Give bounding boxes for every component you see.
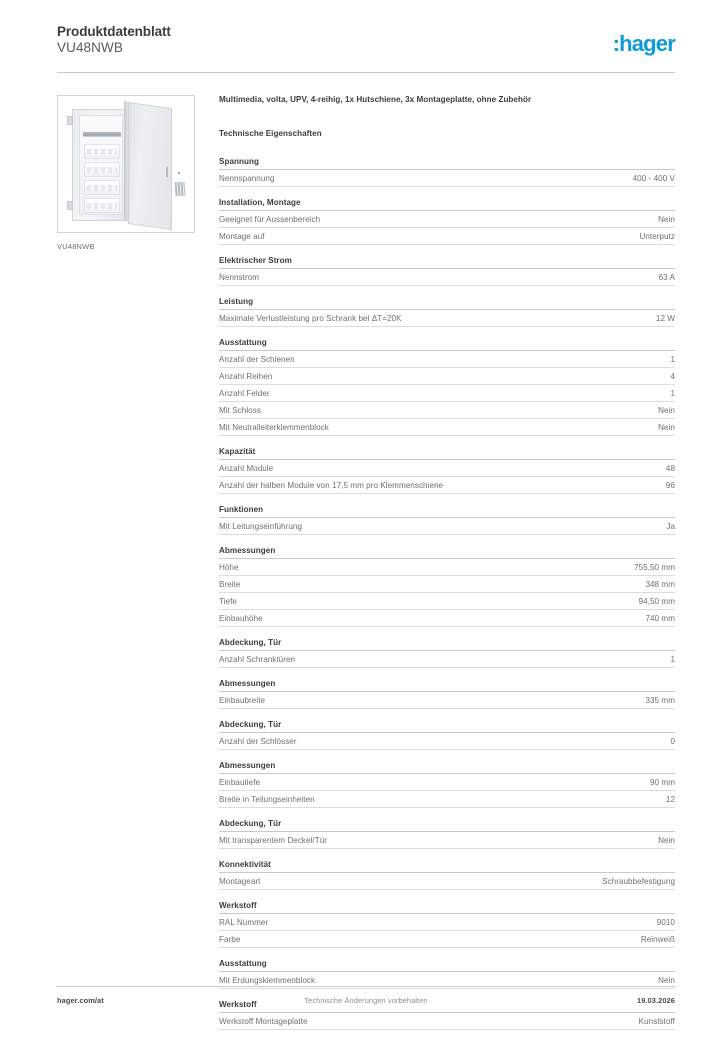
spec-row bbox=[219, 832, 675, 849]
spec-row-label: Anzahl Reihen bbox=[219, 371, 273, 381]
spec-row bbox=[219, 610, 675, 627]
spec-section bbox=[219, 198, 675, 245]
footer-divider bbox=[57, 986, 675, 987]
spec-row-value: Nein bbox=[658, 975, 675, 985]
spec-row-label: Anzahl der Schlösser bbox=[219, 736, 297, 746]
spec-row bbox=[219, 419, 675, 436]
product-image bbox=[57, 95, 195, 233]
spec-row bbox=[219, 385, 675, 402]
spec-row-label: Montageart bbox=[219, 876, 261, 886]
spec-section bbox=[219, 157, 675, 187]
spec-row-value: Kunststoff bbox=[638, 1016, 675, 1026]
spec-row-value: 12 bbox=[665, 794, 675, 804]
spec-row bbox=[219, 559, 675, 576]
spec-row-value: Nein bbox=[658, 835, 675, 845]
spec-section bbox=[219, 959, 675, 989]
spec-row-label: Geeignet für Aussenbereich bbox=[219, 214, 321, 224]
spec-row-label: Breite bbox=[219, 579, 241, 589]
spec-section bbox=[219, 638, 675, 668]
page-title: Produktdatenblatt bbox=[57, 24, 171, 39]
spec-row-value: Nein bbox=[658, 214, 675, 224]
spec-section bbox=[219, 679, 675, 709]
spec-row-value: Nein bbox=[658, 422, 675, 432]
spec-row-value: 90 mm bbox=[650, 777, 675, 787]
spec-row-value: 9010 bbox=[656, 917, 675, 927]
spec-row bbox=[219, 368, 675, 385]
accessory-comb-shape bbox=[175, 182, 186, 197]
spec-section-title: Abdeckung, Tür bbox=[219, 720, 675, 733]
spec-row-value: 335 mm bbox=[645, 695, 675, 705]
spec-row-label: Tiefe bbox=[219, 596, 237, 606]
spec-section-title: Abmessungen bbox=[219, 761, 675, 774]
product-image-panel bbox=[57, 95, 197, 251]
cabinet-door-shape bbox=[128, 102, 172, 230]
spec-row bbox=[219, 351, 675, 368]
spec-section bbox=[219, 338, 675, 436]
spec-section-title: Leistung bbox=[219, 297, 675, 310]
spec-row-value: 348 mm bbox=[645, 579, 675, 589]
product-description: Multimedia, volta, UPV, 4-reihig, 1x Hutschiene, 3x Montageplatte, ohne Zubehör bbox=[219, 95, 532, 104]
spec-section-title: Abmessungen bbox=[219, 679, 675, 692]
spec-row-label: Mit transparentem Deckel/Tür bbox=[219, 835, 328, 845]
spec-row-label: Nennstrom bbox=[219, 272, 260, 282]
spec-section-title: Werkstoff bbox=[219, 901, 675, 914]
cabinet-interior-shape bbox=[79, 115, 123, 215]
spec-row bbox=[219, 310, 675, 327]
spec-row-label: Einbautiefe bbox=[219, 777, 261, 787]
product-image-caption: VU48NWB bbox=[57, 242, 95, 251]
spec-row bbox=[219, 914, 675, 931]
spec-row-value: 755,50 mm bbox=[634, 562, 675, 572]
spec-section bbox=[219, 447, 675, 494]
spec-section-title: Ausstattung bbox=[219, 959, 675, 972]
spec-row-value: 48 bbox=[665, 463, 675, 473]
spec-row-value: 96 bbox=[665, 480, 675, 490]
spec-row-label: Anzahl Schranktüren bbox=[219, 654, 296, 664]
spec-section-title: Abdeckung, Tür bbox=[219, 819, 675, 832]
spec-row bbox=[219, 733, 675, 750]
spec-row-label: Höhe bbox=[219, 562, 239, 572]
spec-row bbox=[219, 774, 675, 791]
spec-section-title: Abdeckung, Tür bbox=[219, 638, 675, 651]
module-row-shape bbox=[84, 180, 120, 195]
spec-section bbox=[219, 819, 675, 849]
spec-row-label: Anzahl der Schienen bbox=[219, 354, 295, 364]
specifications-column bbox=[219, 95, 675, 1041]
spec-section-title: Funktionen bbox=[219, 505, 675, 518]
cabinet-hinge-shape bbox=[67, 201, 73, 210]
spec-row-label: Werkstoff Montageplatte bbox=[219, 1016, 308, 1026]
spec-row bbox=[219, 170, 675, 187]
spec-row-label: RAL Nummer bbox=[219, 917, 269, 927]
hager-logo: :hager bbox=[612, 31, 675, 56]
spec-row bbox=[219, 460, 675, 477]
spec-row-label: Breite in Teilungseinheiten bbox=[219, 794, 315, 804]
footer-website[interactable]: hager.com/at bbox=[57, 996, 104, 1005]
spec-row bbox=[219, 1013, 675, 1030]
spec-row bbox=[219, 931, 675, 948]
spec-row bbox=[219, 593, 675, 610]
spec-section bbox=[219, 860, 675, 890]
cabinet-hinge-shape bbox=[67, 116, 73, 125]
accessory-dot-shape bbox=[178, 172, 180, 174]
spec-row bbox=[219, 477, 675, 494]
spec-row-value: 12 W bbox=[655, 313, 675, 323]
technical-properties-heading: Technische Eigenschaften bbox=[219, 129, 322, 138]
spec-row-label: Maximale Verlustleistung pro Schrank bei ΔT=20K bbox=[219, 313, 402, 323]
spec-row-label: Einbaubreite bbox=[219, 695, 266, 705]
spec-row bbox=[219, 651, 675, 668]
spec-row bbox=[219, 873, 675, 890]
spec-row-value: 4 bbox=[670, 371, 675, 381]
spec-row bbox=[219, 211, 675, 228]
module-row-shape bbox=[84, 198, 120, 213]
spec-row-value: 400 - 400 V bbox=[632, 173, 675, 183]
din-rail-shape bbox=[83, 132, 121, 137]
spec-section-title: Installation, Montage bbox=[219, 198, 675, 211]
spec-row-label: Einbauhöhe bbox=[219, 613, 263, 623]
spec-row bbox=[219, 576, 675, 593]
header-divider bbox=[57, 72, 675, 73]
spec-section bbox=[219, 546, 675, 627]
page-footer bbox=[57, 996, 675, 1005]
spec-row-value: 63 A bbox=[658, 272, 675, 282]
spec-row-label: Montage auf bbox=[219, 231, 265, 241]
spec-section-title: Spannung bbox=[219, 157, 675, 170]
spec-section bbox=[219, 297, 675, 327]
spec-row bbox=[219, 269, 675, 286]
spec-row bbox=[219, 791, 675, 808]
spec-row-value: Reinweiß bbox=[640, 934, 675, 944]
spec-row-value: Ja bbox=[666, 521, 675, 531]
spec-row-label: Mit Erdungsklemmenblock bbox=[219, 975, 316, 985]
spec-row bbox=[219, 228, 675, 245]
spec-section-title: Abmessungen bbox=[219, 546, 675, 559]
spec-section bbox=[219, 901, 675, 948]
spec-section-title: Ausstattung bbox=[219, 338, 675, 351]
spec-row-value: 1 bbox=[670, 388, 675, 398]
spec-row bbox=[219, 518, 675, 535]
spec-row-label: Nennspannung bbox=[219, 173, 275, 183]
spec-row-label: Anzahl Module bbox=[219, 463, 274, 473]
spec-row-label: Mit Neutralleiterklemmenblock bbox=[219, 422, 329, 432]
spec-row-label: Mit Schloss bbox=[219, 405, 261, 415]
footer-date: 19.03.2026 bbox=[636, 996, 675, 1005]
door-handle-shape bbox=[166, 166, 168, 177]
spec-row-value: 1 bbox=[670, 654, 675, 664]
spec-row-label: Anzahl der halben Module von 17,5 mm pro Klemmenschiene bbox=[219, 480, 444, 490]
spec-row-label: Mit Leitungseinführung bbox=[219, 521, 302, 531]
spec-section bbox=[219, 720, 675, 750]
spec-section-title: Kapazität bbox=[219, 447, 675, 460]
footer-disclaimer: Technische Änderungen vorbehalten bbox=[304, 996, 428, 1005]
module-row-shape bbox=[84, 144, 120, 159]
specification-sections bbox=[219, 157, 675, 1030]
spec-row-label: Anzahl Felder bbox=[219, 388, 270, 398]
spec-section bbox=[219, 256, 675, 286]
spec-row bbox=[219, 692, 675, 709]
spec-section bbox=[219, 761, 675, 808]
spec-row-value: Unterputz bbox=[639, 231, 675, 241]
spec-row-value: Nein bbox=[658, 405, 675, 415]
spec-section-title: Konnektivität bbox=[219, 860, 675, 873]
module-row-shape bbox=[84, 162, 120, 177]
spec-row-value: 0 bbox=[670, 736, 675, 746]
spec-row-label: Farbe bbox=[219, 934, 241, 944]
cabinet-body-shape bbox=[72, 109, 130, 221]
spec-row-value: 1 bbox=[670, 354, 675, 364]
spec-section-title: Werkstoff bbox=[219, 1000, 675, 1013]
spec-row-value: 94,50 mm bbox=[638, 596, 675, 606]
spec-row-value: Schraubbefestigung bbox=[602, 876, 675, 886]
spec-row bbox=[219, 402, 675, 419]
page-header bbox=[57, 24, 675, 72]
product-reference: VU48NWB bbox=[57, 40, 123, 55]
spec-row-value: 740 mm bbox=[645, 613, 675, 623]
spec-section-title: Elektrischer Strom bbox=[219, 256, 675, 269]
spec-section bbox=[219, 505, 675, 535]
